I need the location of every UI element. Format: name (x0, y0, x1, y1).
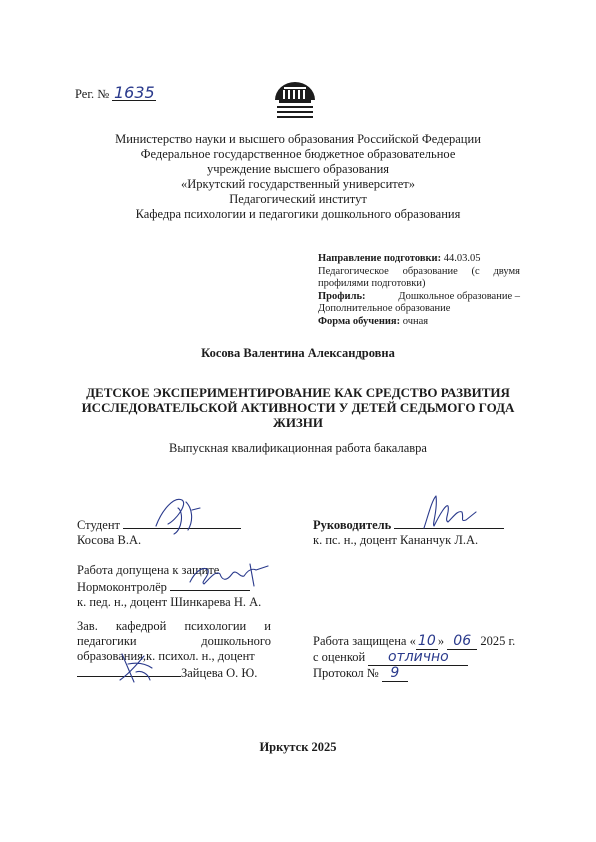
footer-city-year: Иркутск 2025 (259, 740, 337, 754)
department-name: Кафедра психологии и педагогики дошкольного образования (135, 207, 461, 221)
institution-header (0, 132, 596, 222)
institute-name: Педагогический институт (229, 192, 367, 206)
defense-year: 2025 г. (480, 634, 516, 648)
head-position-2: педагогики дошкольного (77, 634, 271, 648)
defense-quote: » (437, 634, 445, 648)
form-label: Форма обучения: (318, 315, 401, 327)
supervisor-signature-icon (418, 490, 480, 534)
institution-type-line: Федеральное государственное бюджетное образовательное (140, 147, 456, 161)
profile-text: Дошкольное образование – (398, 290, 520, 302)
student-label: Студент (77, 518, 120, 532)
head-position-1: Зав. кафедрой психологии и (77, 619, 271, 633)
defense-day: 10 (416, 634, 438, 650)
supervisor-name: к. пс. н., доцент Кананчук Л.А. (313, 533, 479, 547)
head-name: Зайцева О. Ю. (181, 666, 258, 680)
reg-number: 1635 (114, 83, 155, 102)
normcontrol-label: Нормоконтролёр (77, 580, 167, 594)
direction-code: 44.03.05 (443, 253, 481, 264)
title-line-3: ЖИЗНИ (272, 415, 324, 430)
protocol-number: 9 (382, 666, 408, 682)
thesis-title (0, 385, 596, 430)
student-signature-icon (148, 490, 208, 538)
defense-label: Работа защищена « (313, 634, 416, 648)
head-signature-icon (114, 650, 158, 686)
title-line-1: ДЕТСКОЕ ЭКСПЕРИМЕНТИРОВАНИЕ КАК СРЕДСТВО РАЗВИТИЯ (86, 385, 510, 400)
normcontrol-name: к. пед. н., доцент Шинкарева Н. А. (77, 595, 262, 609)
defense-block (313, 634, 515, 682)
direction-text-2: профилями подготовки) (318, 278, 426, 289)
reg-label: Рег. № (75, 87, 110, 101)
profile-label: Профиль: (318, 290, 366, 302)
grade-value: отлично (368, 650, 468, 666)
direction-label: Направление подготовки: (318, 253, 442, 264)
protocol-label: Протокол № (313, 666, 379, 680)
work-type: Выпускная квалификационная работа бакалавра (169, 441, 427, 455)
profile-text-2: Дополнительное образование (318, 303, 451, 314)
head-position-3: образования,к. психол. н., доцент (77, 649, 255, 663)
admission-text: Работа допущена к защите (77, 563, 220, 577)
supervisor-label: Руководитель (313, 518, 392, 532)
title-line-2: ИССЛЕДОВАТЕЛЬСКОЙ АКТИВНОСТИ У ДЕТЕЙ СЕДЬМОГО ГОДА (81, 400, 515, 415)
defense-month: 06 (447, 634, 477, 650)
registration-number (75, 85, 156, 102)
ministry-line: Министерство науки и высшего образования Российской Федерации (115, 132, 481, 146)
normcontrol-signature-icon (186, 560, 272, 590)
education-level-line: учреждение высшего образования (206, 162, 390, 176)
author-name: Косова Валентина Александровна (201, 346, 395, 360)
grade-label: с оценкой (313, 650, 366, 664)
form-value: очная (402, 315, 429, 327)
university-name: «Иркутский государственный университет» (181, 177, 415, 191)
student-name: Косова В.А. (77, 533, 142, 547)
direction-text: Педагогическое образование (с двумя (318, 265, 520, 277)
head-block (77, 619, 271, 681)
program-info (318, 253, 520, 328)
university-logo-icon (272, 80, 318, 120)
